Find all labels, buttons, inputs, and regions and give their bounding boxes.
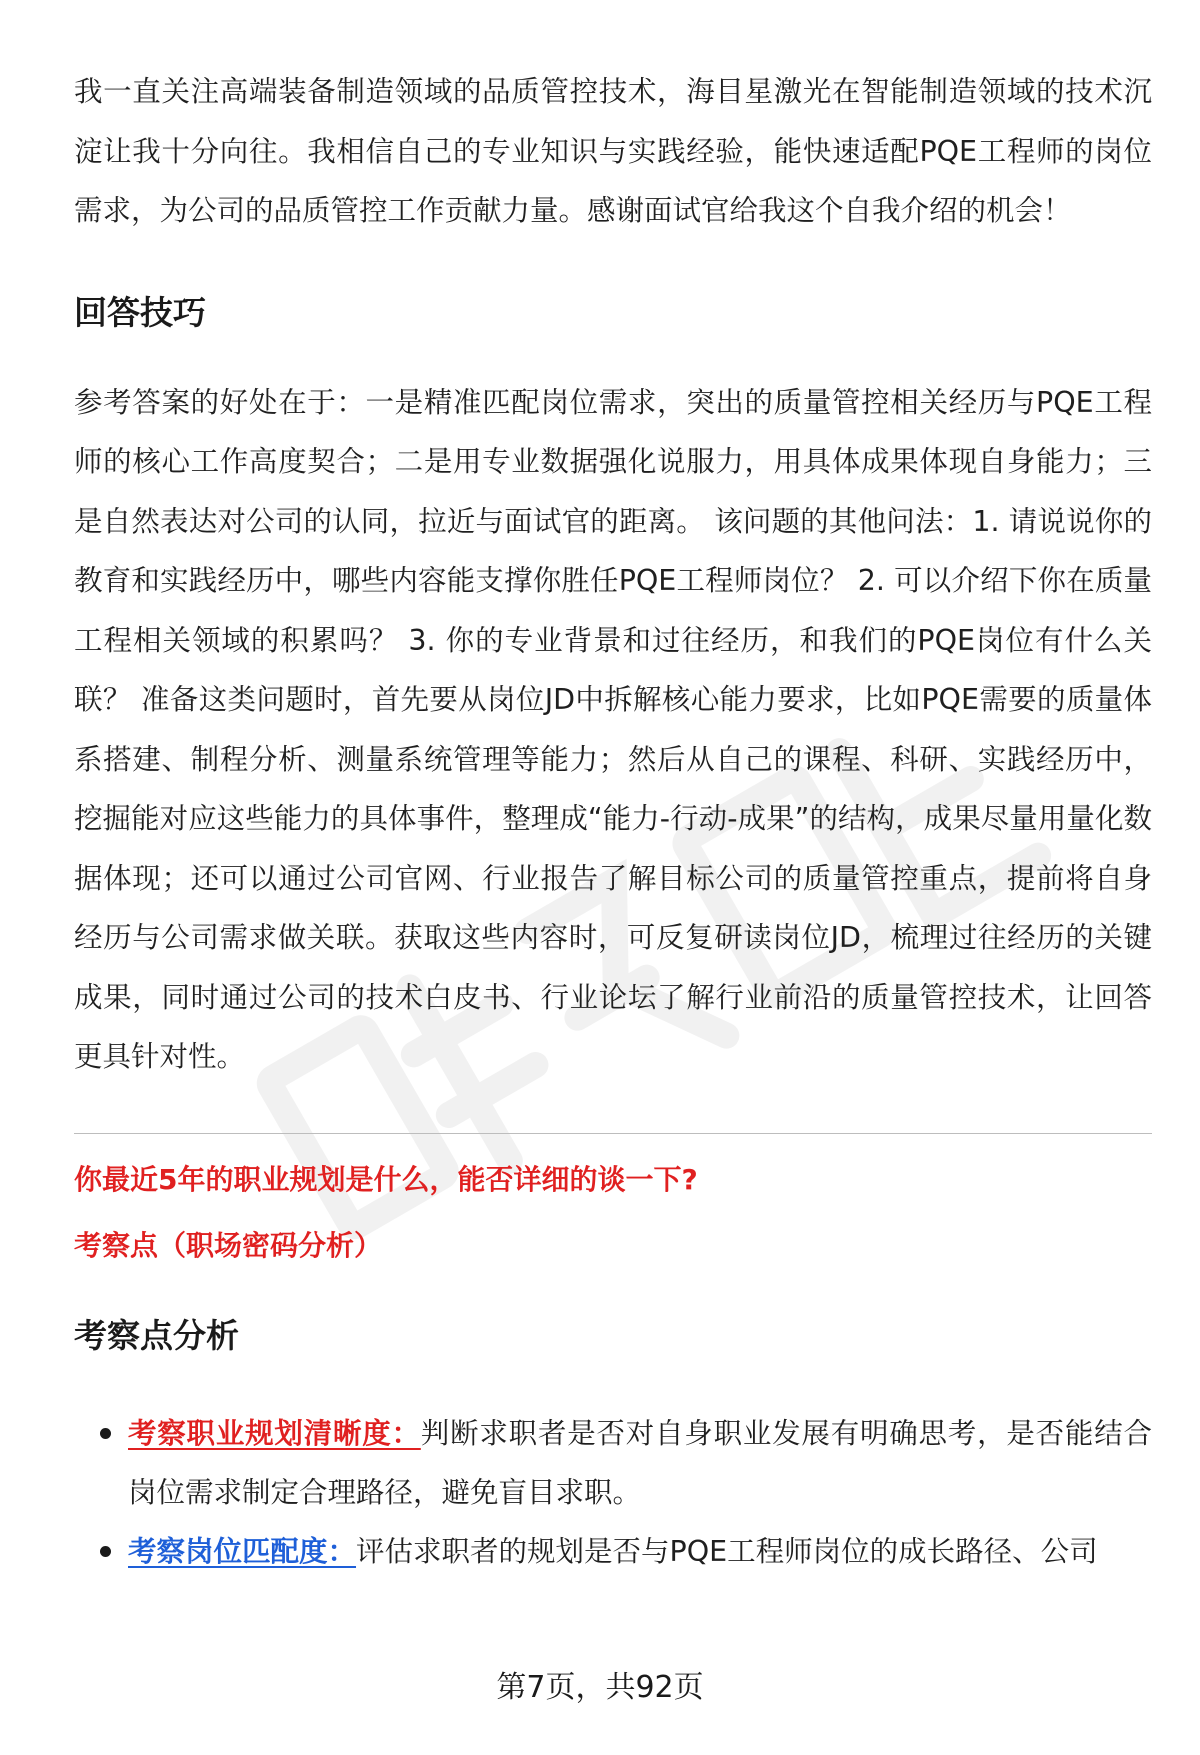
tips-heading: 回答技巧 <box>74 292 206 332</box>
analysis-text: 评估求职者的规划是否与PQE工程师岗位的成长路径、公司 <box>356 1534 1098 1568</box>
analysis-item <box>74 1522 1152 1581</box>
page-number: 第7页，共92页 <box>496 1670 704 1705</box>
analysis-text: 判断求职者是否对自身职业发展有明确思考，是否能结合岗位需求制定合理路径，避免盲目求职。 <box>128 1416 1152 1509</box>
analysis-keyword[interactable]: 考察职业规划清晰度： <box>128 1416 421 1450</box>
bullet-dot-icon <box>100 1546 111 1557</box>
analysis-list <box>74 1404 1152 1581</box>
document-page <box>74 62 1152 1581</box>
analysis-item <box>74 1404 1152 1522</box>
question-subtitle: 考察点（职场密码分析） <box>74 1228 383 1262</box>
question-title: 你最近5年的职业规划是什么，能否详细的谈一下? <box>74 1162 698 1196</box>
analysis-keyword[interactable]: 考察岗位匹配度： <box>128 1534 357 1568</box>
section-divider <box>74 1133 1152 1134</box>
tips-paragraph: 参考答案的好处在于：一是精准匹配岗位需求，突出的质量管控相关经历与PQE工程师的核心工作高度契合；二是用专业数据强化说服力，用具体成果体现自身能力；三是自然表达对公司的认同，拉近与面试官的距离。 该问题的其他问法：1. 请说说你的教育和实践经历中，哪些内容能支撑你胜任PQE工程师岗位？ 2. 可以介绍下你在质量工程相关领域的积累吗？ 3. 你的专业背景和过往经历，和我们的PQE岗位有什么关联？ 准备这类问题时，首先要从岗位JD中拆解核心能力要求，比如PQE需要的质量体系搭建、制程分析、测量系统管理等能力；然后从自己的课程、科研、实践经历中，挖掘能对应这些能力的具体事件，整理成“能力-行动-成果”的结构，成果尽量用量化数据体现；还可以通过公司官网、行业报告了解目标公司的质量管控重点，提前将自身经历与公司需求做关联。获取这些内容时，可反复研读岗位JD，梳理过往经历的关键成果，同时通过公司的技术白皮书、行业论坛了解行业前沿的质量管控技术，让回答更具针对性。 <box>74 385 1152 1073</box>
bullet-dot-icon <box>100 1428 111 1439</box>
intro-paragraph: 我一直关注高端装备制造领域的品质管控技术，海目星激光在智能制造领域的技术沉淀让我十分向往。我相信自己的专业知识与实践经验，能快速适配PQE工程师的岗位需求，为公司的品质管控工作贡献力量。感谢面试官给我这个自我介绍的机会！ <box>74 75 1152 227</box>
analysis-heading: 考察点分析 <box>74 1315 239 1355</box>
